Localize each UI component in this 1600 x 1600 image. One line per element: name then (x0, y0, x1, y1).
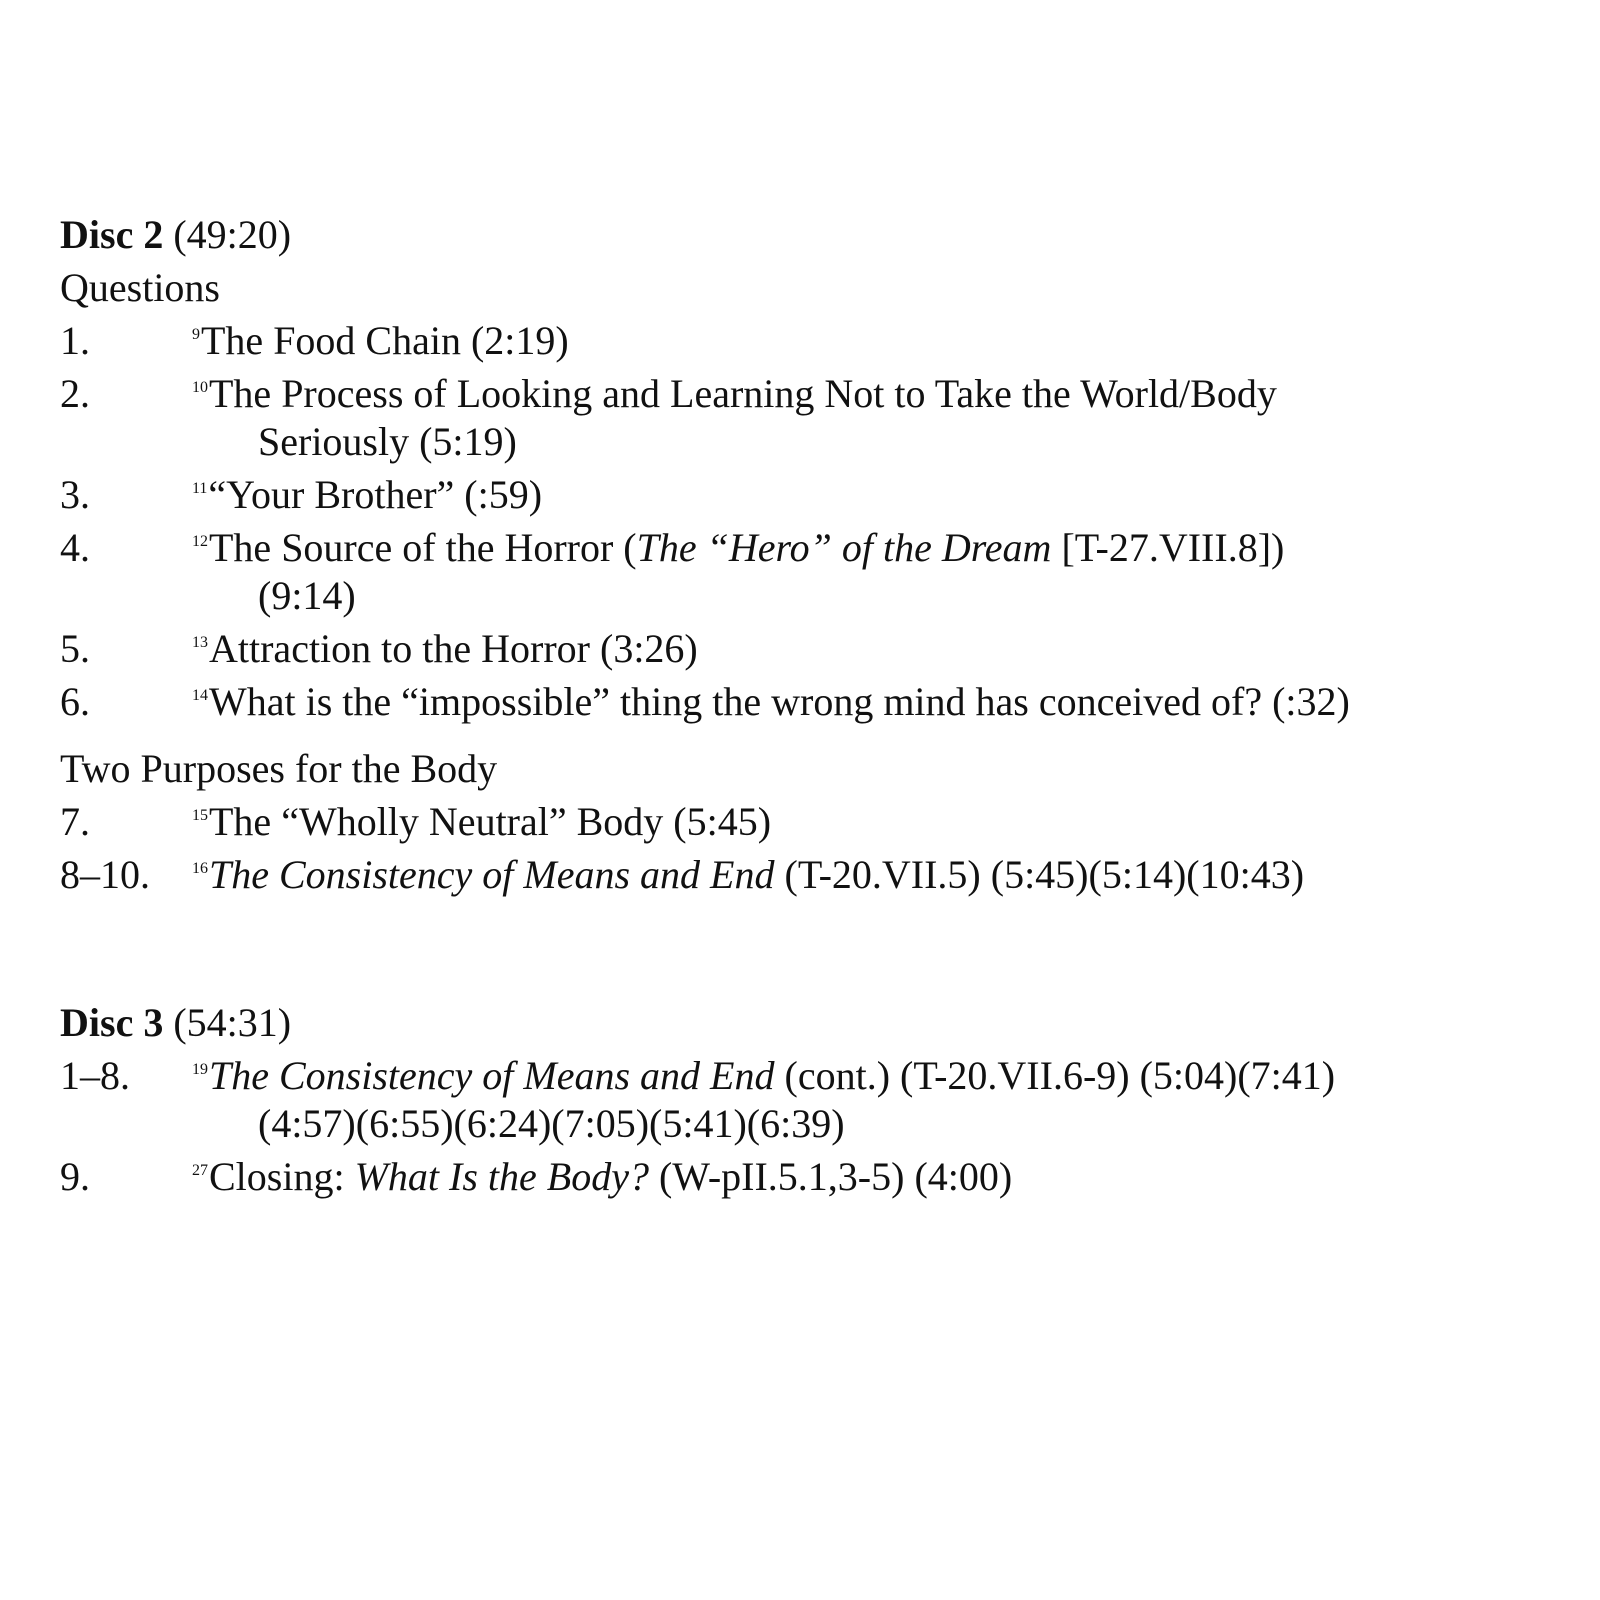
track-item (60, 521, 1560, 574)
footnote-marker: 15 (192, 807, 208, 824)
track-item (60, 367, 1560, 420)
track-number: 6. (60, 679, 90, 724)
track-title: $^{11}$“Your Brother” (:59) (192, 472, 543, 517)
footnote-marker: 27 (192, 1162, 208, 1179)
disc-2-section (60, 208, 1560, 901)
disc-3-section (60, 996, 1560, 1203)
track-number: 1. (60, 318, 90, 363)
track-number: 7. (60, 799, 90, 844)
track-item (60, 1049, 1560, 1102)
track-item (60, 622, 1560, 675)
italic-title: The Consistency of Means and End (209, 1053, 775, 1098)
italic-title: The “Hero” of the Dream (636, 525, 1052, 570)
footnote-marker: 10 (192, 379, 208, 396)
footnote-marker: 14 (192, 687, 208, 704)
footnote-marker: 13 (192, 634, 208, 651)
italic-title: The Consistency of Means and End (209, 852, 775, 897)
track-title: $^{10}$The Process of Looking and Learning Not to Take the World/Body (192, 371, 1277, 416)
track-item (60, 468, 1560, 521)
track-title: $^{12}$The Source of the Horror (The “Hero” of the Dream [T-27.VIII.8]) (192, 525, 1285, 570)
track-title: $^{27}$Closing: What Is the Body? (W-pII.5.1,3-5) (4:00) (192, 1154, 1013, 1199)
track-number: 4. (60, 525, 90, 570)
track-title: $^{16}$The Consistency of Means and End (T-20.VII.5) (5:45)(5:14)(10:43) (192, 852, 1305, 897)
track-title: $^{15}$The “Wholly Neutral” Body (5:45) (192, 799, 772, 844)
footnote-marker: 19 (192, 1061, 208, 1078)
track-item (60, 848, 1560, 901)
footnote-marker: 11 (192, 480, 208, 497)
disc-heading (60, 996, 1560, 1049)
track-title: $^{13}$Attraction to the Horror (3:26) (192, 626, 698, 671)
disc-title: Disc 2 (60, 212, 164, 257)
footnote-marker: 16 (192, 860, 208, 877)
track-number: 3. (60, 472, 90, 517)
section-label: Two Purposes for the Body (60, 746, 498, 791)
track-title: $^9$The Food Chain (2:19) (192, 318, 569, 363)
track-number: 9. (60, 1154, 90, 1199)
track-continuation: (4:57)(6:55)(6:24)(7:05)(5:41)(6:39) (258, 1101, 845, 1146)
disc-heading (60, 208, 1560, 261)
disc-title: Disc 3 (60, 1000, 164, 1045)
track-item (60, 795, 1560, 848)
footnote-marker: 12 (192, 533, 208, 550)
track-item (60, 314, 1560, 367)
track-number: 1–8. (60, 1053, 130, 1098)
track-continuation: (9:14) (258, 573, 356, 618)
track-item (60, 1150, 1560, 1203)
disc-duration: (54:31) (173, 1000, 292, 1045)
track-number: 2. (60, 371, 90, 416)
track-number: 5. (60, 626, 90, 671)
track-item (60, 675, 1560, 728)
footnote-marker: 9 (192, 326, 200, 343)
track-number: 8–10. (60, 852, 150, 897)
track-title: $^{14}$What is the “impossible” thing the wrong mind has conceived of? (:32) (192, 679, 1350, 724)
disc-duration: (49:20) (173, 212, 292, 257)
track-continuation: Seriously (5:19) (258, 419, 517, 464)
section-label: Questions (60, 265, 220, 310)
track-title: $^{19}$The Consistency of Means and End (cont.) (T-20.VII.6-9) (5:04)(7:41) (192, 1053, 1336, 1098)
italic-title: What Is the Body? (354, 1154, 649, 1199)
